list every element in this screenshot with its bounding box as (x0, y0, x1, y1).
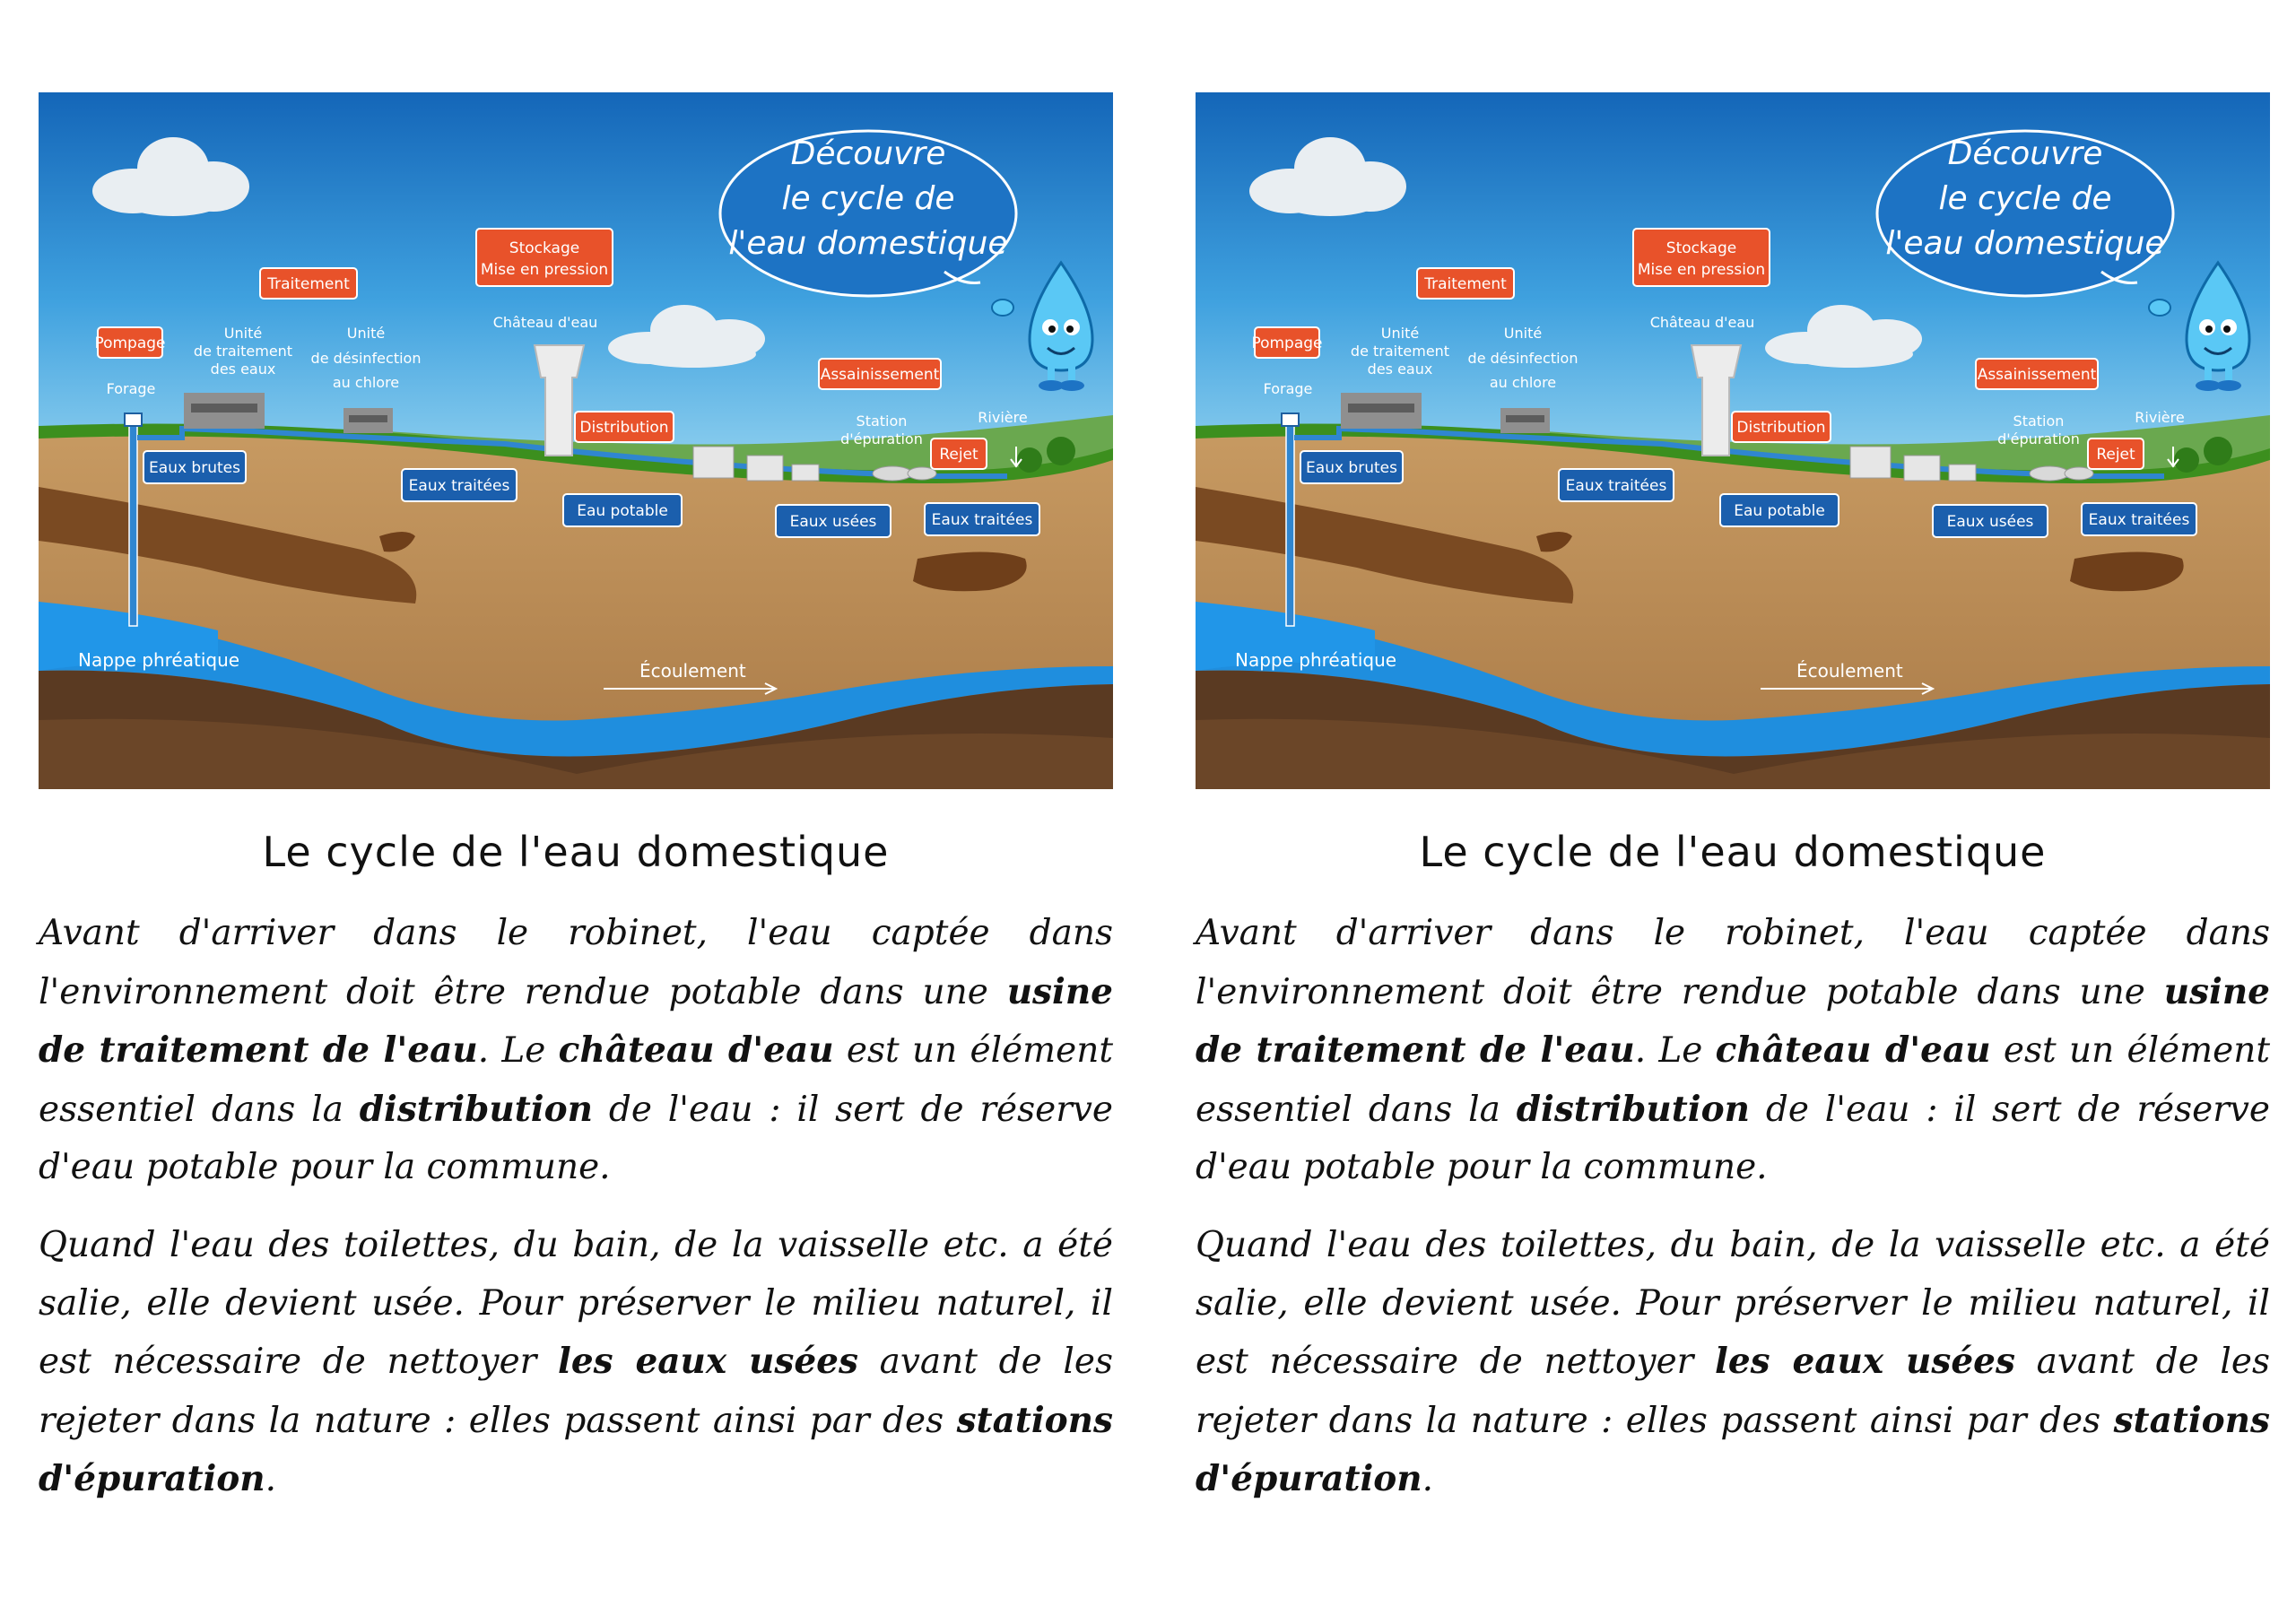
label-unite-traitement-1: Unité (1380, 325, 1420, 342)
well-pipe (1286, 424, 1294, 626)
key-stations: stations d'épuration (1196, 1399, 2270, 1499)
tag-eaux-traitees-2-label: Eaux traitées (2088, 511, 2190, 529)
card-right (1196, 92, 2270, 1581)
tag-eaux-traitees-1-label: Eaux traitées (1565, 477, 1667, 495)
paragraph-eaux-usees: Quand l'eau des toilettes, du bain, de la vaisselle etc. a été salie, elle devient usée. Pour préserver le milieu naturel, il est nécessaire de nettoyer les eaux usées avant de les rejeter dans la nature : elles passent ainsi par des stations d'épuration. (39, 1225, 1113, 1499)
bubble-line-2: le cycle de (1938, 180, 2112, 217)
label-riviere: Rivière (2135, 409, 2185, 426)
label-unite-desinfection-3: au chlore (1489, 374, 1557, 391)
label-unite-desinfection-3: au chlore (332, 374, 400, 391)
label-chateau: Château d'eau (492, 314, 598, 331)
bubble-line-2: le cycle de (781, 180, 955, 217)
tag-eaux-brutes-label: Eaux brutes (1306, 459, 1397, 477)
key-chateau: château d'eau (558, 1029, 834, 1071)
bubble-line-3: l'eau domestique (1885, 225, 2165, 262)
label-unite-desinfection-2: de désinfection (1467, 350, 1578, 367)
chlorine-building-windows (349, 415, 387, 422)
tag-distribution-label: Distribution (1736, 419, 1826, 437)
tree (2204, 437, 2232, 465)
key-stations: stations d'épuration (39, 1399, 1113, 1499)
tag-eaux-brutes-label: Eaux brutes (149, 459, 240, 477)
label-unite-traitement-3: des eaux (210, 360, 276, 378)
tag-traitement-label: Traitement (1424, 275, 1507, 293)
water-cycle-illustration (39, 92, 1113, 789)
bubble-line-3: l'eau domestique (728, 225, 1008, 262)
tag-eaux-usees-label: Eaux usées (1946, 513, 2034, 531)
paragraph-potable: Avant d'arriver dans le robinet, l'eau captée dans l'environnement doit être rendue potable dans une usine de traitement de l'eau. Le château d'eau est un élément essentiel dans la distribution de l'eau : il sert de réserve d'eau potable pour la commune. (1196, 913, 2270, 1187)
water-cycle-illustration (1196, 92, 2270, 789)
tag-eau-potable-label: Eau potable (577, 502, 668, 520)
tag-assainissement-label: Assainissement (820, 366, 940, 384)
label-ecoulement: Écoulement (1796, 660, 1903, 682)
label-chateau: Château d'eau (1649, 314, 1755, 331)
tag-eaux-traitees-1-label: Eaux traitées (408, 477, 510, 495)
well-head (125, 413, 142, 426)
well-pipe (129, 424, 137, 626)
tag-distribution-label: Distribution (579, 419, 669, 437)
tag-stockage-line2: Mise en pression (480, 261, 609, 279)
card-title: Le cycle de l'eau domestique (1419, 828, 2047, 876)
tag-stockage-line2: Mise en pression (1637, 261, 1766, 279)
bubble-line-1: Découvre (1947, 135, 2103, 172)
label-station-2: d'épuration (1997, 430, 2080, 447)
key-usine: usine de traitement de l'eau (1196, 970, 2270, 1071)
bubble-line-1: Découvre (790, 135, 946, 172)
label-unite-traitement-3: des eaux (1367, 360, 1433, 378)
tag-rejet-label: Rejet (2096, 446, 2135, 464)
label-riviere: Rivière (978, 409, 1028, 426)
card-left (39, 92, 1113, 1581)
label-ecoulement: Écoulement (639, 660, 746, 682)
label-forage: Forage (106, 380, 156, 397)
treatment-building-windows (191, 404, 257, 413)
tag-eaux-traitees-2-label: Eaux traitées (931, 511, 1033, 529)
tag-traitement-label: Traitement (267, 275, 350, 293)
card-title: Le cycle de l'eau domestique (262, 828, 890, 876)
label-unite-traitement-2: de traitement (193, 343, 293, 360)
paragraph-potable: Avant d'arriver dans le robinet, l'eau captée dans l'environnement doit être rendue potable dans une usine de traitement de l'eau. Le château d'eau est un élément essentiel dans la distribution de l'eau : il sert de réserve d'eau potable pour la commune. (39, 913, 1113, 1187)
tag-pompage-label: Pompage (94, 334, 166, 352)
label-unite-traitement-1: Unité (223, 325, 263, 342)
key-eaux-usees: les eaux usées (558, 1341, 858, 1382)
treatment-building-windows (1348, 404, 1414, 413)
tag-eau-potable-label: Eau potable (1734, 502, 1825, 520)
treatment-plant (873, 466, 936, 481)
label-unite-desinfection-1: Unité (346, 325, 386, 342)
key-distribution: distribution (359, 1088, 593, 1130)
paragraph-eaux-usees: Quand l'eau des toilettes, du bain, de la vaisselle etc. a été salie, elle devient usée. Pour préserver le milieu naturel, il est nécessaire de nettoyer les eaux usées avant de les rejeter dans la nature : elles passent ainsi par des stations d'épuration. (1196, 1225, 2270, 1499)
chlorine-building-windows (1506, 415, 1544, 422)
label-station-1: Station (856, 413, 908, 430)
key-chateau: château d'eau (1715, 1029, 1991, 1071)
key-eaux-usees: les eaux usées (1715, 1341, 2015, 1382)
tag-stockage-line1: Stockage (1665, 239, 1737, 257)
tag-assainissement-label: Assainissement (1977, 366, 2097, 384)
tag-stockage-line1: Stockage (509, 239, 580, 257)
tree (1047, 437, 1075, 465)
label-nappe: Nappe phréatique (1235, 649, 1397, 671)
label-station-2: d'épuration (840, 430, 923, 447)
key-usine: usine de traitement de l'eau (39, 970, 1113, 1071)
tag-rejet-label: Rejet (939, 446, 978, 464)
label-forage: Forage (1263, 380, 1313, 397)
tag-eaux-usees-label: Eaux usées (789, 513, 877, 531)
label-station-1: Station (2013, 413, 2065, 430)
label-unite-traitement-2: de traitement (1350, 343, 1450, 360)
label-unite-desinfection-1: Unité (1503, 325, 1543, 342)
well-head (1282, 413, 1299, 426)
label-nappe: Nappe phréatique (78, 649, 240, 671)
treatment-plant (2030, 466, 2093, 481)
tag-pompage-label: Pompage (1251, 334, 1323, 352)
key-distribution: distribution (1516, 1088, 1750, 1130)
label-unite-desinfection-2: de désinfection (310, 350, 422, 367)
